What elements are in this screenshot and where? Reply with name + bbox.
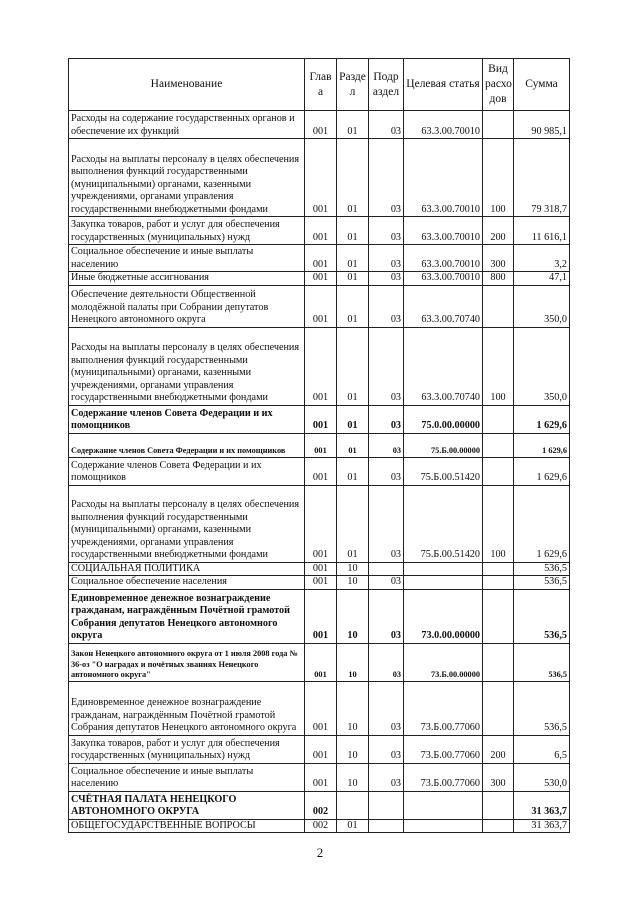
cell-sum: 1 629,6 [514, 485, 570, 562]
cell-sum: 1 629,6 [514, 405, 570, 433]
cell-glava: 002 [305, 791, 337, 819]
cell-razdel: 01 [337, 139, 369, 217]
cell-glava: 002 [305, 819, 337, 833]
cell-vid [483, 457, 514, 485]
cell-razdel: 01 [337, 433, 369, 457]
table-row [69, 245, 570, 272]
cell-glava: 001 [305, 111, 337, 139]
cell-podrazdel: 03 [369, 643, 404, 681]
cell-podrazdel [369, 791, 404, 819]
table-row [69, 433, 570, 457]
header-name: Наименование [69, 59, 305, 111]
cell-name: Расходы на выплаты персоналу в целях обеспечения выполнения функций государственными (муниципальными) органами, казенными учреждениями, органами управления государственными внебюджетными фондами [69, 327, 305, 405]
cell-podrazdel: 03 [369, 457, 404, 485]
cell-sum: 11 616,1 [514, 217, 570, 245]
cell-name: СОЦИАЛЬНАЯ ПОЛИТИКА [69, 562, 305, 576]
cell-sum: 536,5 [514, 562, 570, 576]
cell-razdel: 01 [337, 819, 369, 833]
cell-sum: 31 363,7 [514, 819, 570, 833]
cell-podrazdel: 03 [369, 763, 404, 791]
table-row [69, 111, 570, 139]
cell-target: 63.3.00.70010 [404, 217, 483, 245]
cell-sum: 1 629,6 [514, 457, 570, 485]
cell-vid [483, 589, 514, 643]
table-row [69, 589, 570, 643]
cell-vid [483, 819, 514, 833]
cell-glava: 001 [305, 763, 337, 791]
header-glava: Глав а [305, 59, 337, 111]
cell-vid: 200 [483, 735, 514, 763]
cell-razdel: 10 [337, 763, 369, 791]
table-row [69, 272, 570, 286]
cell-razdel: 01 [337, 272, 369, 286]
cell-target: 63.3.00.70010 [404, 272, 483, 286]
cell-target: 73.Б.00.00000 [404, 643, 483, 681]
cell-target: 75.0.00.00000 [404, 405, 483, 433]
cell-name: Закон Ненецкого автономного округа от 1 июля 2008 года № 36-оз "О наградах и почётных званиях Ненецкого автономного округа" [69, 643, 305, 681]
cell-razdel: 10 [337, 735, 369, 763]
cell-target: 75.Б.00.00000 [404, 433, 483, 457]
cell-podrazdel: 03 [369, 327, 404, 405]
header-razdel: Разде л [337, 59, 369, 111]
cell-podrazdel: 03 [369, 111, 404, 139]
cell-target: 73.0.00.00000 [404, 589, 483, 643]
cell-name: Расходы на содержание государственных органов и обеспечение их функций [69, 111, 305, 139]
cell-target: 63.3.00.70740 [404, 285, 483, 327]
cell-glava: 001 [305, 589, 337, 643]
cell-glava: 001 [305, 285, 337, 327]
cell-razdel: 10 [337, 681, 369, 735]
cell-sum: 350,0 [514, 285, 570, 327]
table-row [69, 485, 570, 562]
table-row [69, 643, 570, 681]
table-row [69, 735, 570, 763]
table-row [69, 405, 570, 433]
cell-target: 75.Б.00.51420 [404, 485, 483, 562]
cell-name: Содержание членов Совета Федерации и их помощников [69, 457, 305, 485]
cell-podrazdel: 03 [369, 576, 404, 590]
cell-glava: 001 [305, 643, 337, 681]
cell-razdel: 01 [337, 327, 369, 405]
cell-razdel: 10 [337, 643, 369, 681]
cell-podrazdel: 03 [369, 245, 404, 272]
cell-name: Социальное обеспечение и иные выплаты населению [69, 763, 305, 791]
cell-razdel: 01 [337, 485, 369, 562]
cell-vid [483, 433, 514, 457]
cell-name: Расходы на выплаты персоналу в целях обеспечения выполнения функций государственными (муниципальными) органами, казенными учреждениями, органами управления государственными внебюджетными фондами [69, 485, 305, 562]
cell-target [404, 819, 483, 833]
cell-razdel: 10 [337, 589, 369, 643]
cell-target [404, 562, 483, 576]
cell-vid: 800 [483, 272, 514, 286]
cell-razdel: 01 [337, 457, 369, 485]
cell-vid: 100 [483, 139, 514, 217]
table-row [69, 139, 570, 217]
budget-table-container [68, 58, 569, 833]
cell-podrazdel: 03 [369, 433, 404, 457]
cell-name: Закупка товаров, работ и услуг для обеспечения государственных (муниципальных) нужд [69, 735, 305, 763]
cell-razdel: 01 [337, 285, 369, 327]
cell-name: Социальное обеспечение населения [69, 576, 305, 590]
page-number: 2 [316, 845, 324, 860]
cell-vid: 200 [483, 217, 514, 245]
cell-razdel: 10 [337, 576, 369, 590]
cell-podrazdel: 03 [369, 285, 404, 327]
cell-podrazdel: 03 [369, 485, 404, 562]
cell-podrazdel: 03 [369, 139, 404, 217]
cell-podrazdel: 03 [369, 589, 404, 643]
cell-sum: 530,0 [514, 763, 570, 791]
cell-razdel: 01 [337, 217, 369, 245]
cell-sum: 31 363,7 [514, 791, 570, 819]
cell-glava: 001 [305, 272, 337, 286]
cell-podrazdel [369, 819, 404, 833]
cell-target: 63.3.00.70010 [404, 245, 483, 272]
table-row [69, 217, 570, 245]
table-row [69, 327, 570, 405]
cell-glava: 001 [305, 457, 337, 485]
cell-podrazdel: 03 [369, 735, 404, 763]
cell-name: Закупка товаров, работ и услуг для обеспечения государственных (муниципальных) нужд [69, 217, 305, 245]
table-row [69, 285, 570, 327]
cell-name: Иные бюджетные ассигнования [69, 272, 305, 286]
cell-name: Содержание членов Совета Федерации и их помощников [69, 433, 305, 457]
cell-sum: 6,5 [514, 735, 570, 763]
cell-sum: 350,0 [514, 327, 570, 405]
cell-name: Содержание членов Совета Федерации и их помощников [69, 405, 305, 433]
cell-name: Социальное обеспечение и иные выплаты населению [69, 245, 305, 272]
cell-target: 73.Б.00.77060 [404, 681, 483, 735]
cell-glava: 001 [305, 217, 337, 245]
cell-vid [483, 681, 514, 735]
cell-sum: 536,5 [514, 576, 570, 590]
cell-podrazdel: 03 [369, 681, 404, 735]
cell-podrazdel: 03 [369, 217, 404, 245]
cell-vid [483, 576, 514, 590]
cell-name: Единовременное денежное вознаграждение гражданам, награждённым Почётной грамотой Собрания депутатов Ненецкого автономного округа [69, 681, 305, 735]
cell-target: 63.3.00.70010 [404, 111, 483, 139]
cell-vid [483, 405, 514, 433]
cell-razdel: 01 [337, 245, 369, 272]
cell-razdel [337, 791, 369, 819]
cell-sum: 3,2 [514, 245, 570, 272]
cell-glava: 001 [305, 245, 337, 272]
table-row [69, 819, 570, 833]
table-row [69, 457, 570, 485]
table-body [69, 111, 570, 833]
cell-target: 63.3.00.70010 [404, 139, 483, 217]
table-header-row [69, 59, 570, 111]
cell-sum: 79 318,7 [514, 139, 570, 217]
cell-glava: 001 [305, 485, 337, 562]
cell-vid: 300 [483, 763, 514, 791]
header-vid: Вид расхо дов [483, 59, 514, 111]
cell-sum: 47,1 [514, 272, 570, 286]
cell-vid [483, 643, 514, 681]
cell-vid [483, 791, 514, 819]
cell-name: Обеспечение деятельности Общественной молодёжной палаты при Собрании депутатов Ненецкого автономного округа [69, 285, 305, 327]
cell-name: СЧЁТНАЯ ПАЛАТА НЕНЕЦКОГО АВТОНОМНОГО ОКРУГА [69, 791, 305, 819]
cell-target: 75.Б.00.51420 [404, 457, 483, 485]
cell-sum: 536,5 [514, 643, 570, 681]
header-sum: Сумма [514, 59, 570, 111]
cell-razdel: 01 [337, 405, 369, 433]
cell-target: 73.Б.00.77060 [404, 763, 483, 791]
cell-vid [483, 111, 514, 139]
cell-podrazdel [369, 562, 404, 576]
header-target: Целевая статья [404, 59, 483, 111]
cell-vid: 100 [483, 485, 514, 562]
cell-glava: 001 [305, 735, 337, 763]
cell-target: 73.Б.00.77060 [404, 735, 483, 763]
cell-razdel: 10 [337, 562, 369, 576]
table-row [69, 562, 570, 576]
cell-vid [483, 562, 514, 576]
cell-sum: 536,5 [514, 589, 570, 643]
cell-sum: 90 985,1 [514, 111, 570, 139]
cell-podrazdel: 03 [369, 272, 404, 286]
cell-vid [483, 285, 514, 327]
table-row [69, 576, 570, 590]
cell-glava: 001 [305, 576, 337, 590]
table-row [69, 681, 570, 735]
cell-name: ОБЩЕГОСУДАРСТВЕННЫЕ ВОПРОСЫ [69, 819, 305, 833]
cell-target: 63.3.00.70740 [404, 327, 483, 405]
cell-podrazdel: 03 [369, 405, 404, 433]
cell-target [404, 791, 483, 819]
cell-razdel: 01 [337, 111, 369, 139]
cell-sum: 1 629,6 [514, 433, 570, 457]
header-podrazdel: Подр аздел [369, 59, 404, 111]
table-row [69, 763, 570, 791]
cell-name: Расходы на выплаты персоналу в целях обеспечения выполнения функций государственными (муниципальными) органами, казенными учреждениями, органами управления государственными внебюджетными фондами [69, 139, 305, 217]
budget-table [68, 58, 570, 833]
table-row [69, 791, 570, 819]
cell-glava: 001 [305, 681, 337, 735]
cell-glava: 001 [305, 139, 337, 217]
cell-glava: 001 [305, 562, 337, 576]
cell-vid: 300 [483, 245, 514, 272]
cell-name: Единовременное денежное вознаграждение гражданам, награждённым Почётной грамотой Собрания депутатов Ненецкого автономного округа [69, 589, 305, 643]
cell-vid: 100 [483, 327, 514, 405]
cell-glava: 001 [305, 433, 337, 457]
cell-target [404, 576, 483, 590]
cell-glava: 001 [305, 405, 337, 433]
cell-sum: 536,5 [514, 681, 570, 735]
cell-glava: 001 [305, 327, 337, 405]
